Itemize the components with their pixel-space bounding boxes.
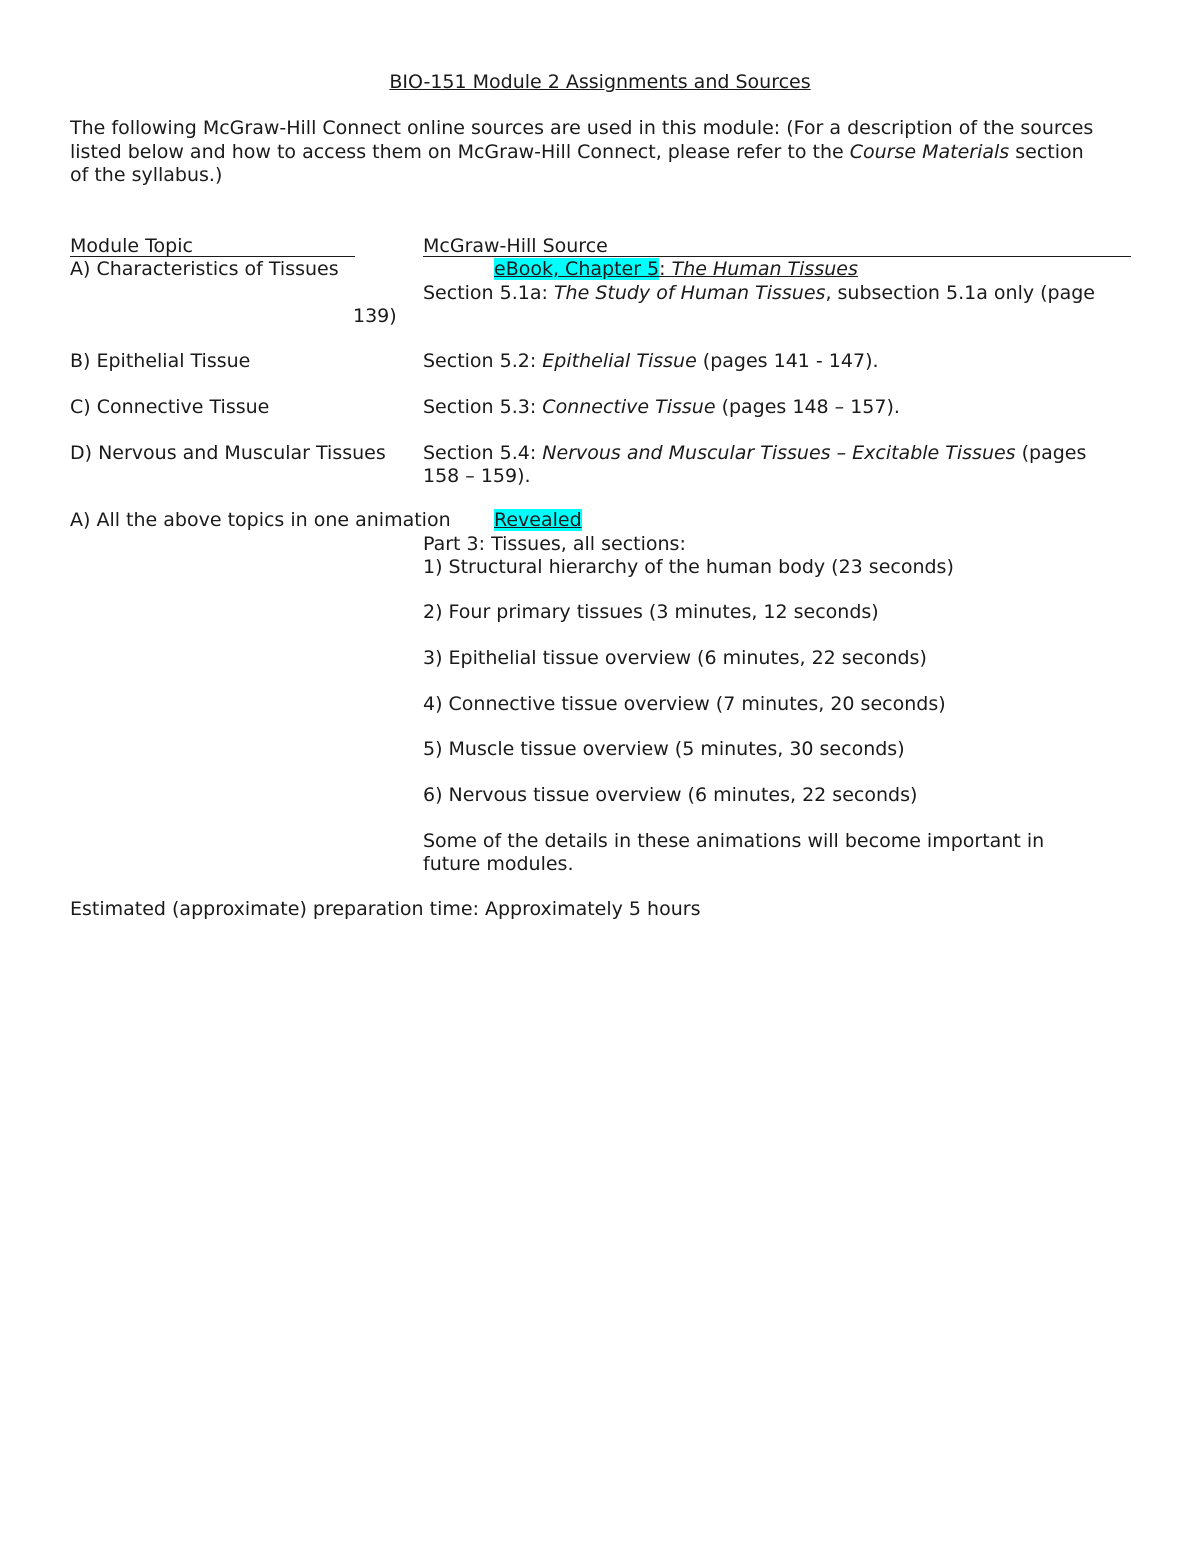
ebook-chapter-title[interactable]: The Human Tissues xyxy=(671,258,858,280)
section-5-1a-title: The Study of Human Tissues xyxy=(553,282,826,304)
section-5-4-continued: 158 – 159). xyxy=(423,465,531,487)
animation-item: 6) Nervous tissue overview (6 minutes, 22 seconds) xyxy=(423,784,918,806)
section-5-4-label: Section 5.4: xyxy=(423,442,543,464)
section-5-2-title: Epithelial Tissue xyxy=(542,350,697,372)
topic-b: B) Epithelial Tissue xyxy=(70,350,251,372)
intro-line-3: of the syllabus.) xyxy=(70,164,223,186)
section-5-4-tail: (pages xyxy=(1015,442,1087,464)
topic-c: C) Connective Tissue xyxy=(70,396,270,418)
topic-a: A) Characteristics of Tissues xyxy=(70,258,339,280)
section-5-4 xyxy=(423,442,1086,465)
section-5-4-title: Nervous and Muscular Tissues – Excitable Tissues xyxy=(542,442,1016,464)
section-5-1a-continued: 139) xyxy=(353,305,397,327)
animation-note-line-2: future modules. xyxy=(423,853,574,875)
header-topic-underline xyxy=(70,256,355,257)
page-title: BIO-151 Module 2 Assignments and Sources xyxy=(389,71,811,93)
intro-line-2 xyxy=(70,141,1084,164)
preparation-time-estimate: Estimated (approximate) preparation time: Approximately 5 hours xyxy=(70,898,701,920)
animation-part: Part 3: Tissues, all sections: xyxy=(423,533,686,555)
animation-note-line-1: Some of the details in these animations will become important in xyxy=(423,830,1045,852)
section-5-3-title: Connective Tissue xyxy=(542,396,716,418)
section-5-2-label: Section 5.2: xyxy=(423,350,543,372)
animation-item: 2) Four primary tissues (3 minutes, 12 seconds) xyxy=(423,601,879,623)
revealed-link-wrap xyxy=(494,509,582,532)
section-5-1a-label: Section 5.1a: xyxy=(423,282,554,304)
topic-animation: A) All the above topics in one animation xyxy=(70,509,451,531)
course-materials-ref: Course Materials xyxy=(849,141,1010,163)
section-5-2-tail: (pages 141 - 147). xyxy=(696,350,879,372)
section-5-1a xyxy=(423,282,1095,305)
ebook-chapter-link[interactable]: eBook, Chapter 5 xyxy=(494,258,660,280)
animation-item: 3) Epithelial tissue overview (6 minutes, 22 seconds) xyxy=(423,647,927,669)
animation-item: 5) Muscle tissue overview (5 minutes, 30 seconds) xyxy=(423,738,905,760)
header-module-topic: Module Topic xyxy=(70,235,193,257)
animation-item: 4) Connective tissue overview (7 minutes, 20 seconds) xyxy=(423,693,946,715)
section-5-1a-tail: , subsection 5.1a only (page xyxy=(825,282,1095,304)
ebook-separator: : xyxy=(659,258,672,280)
animation-item: 1) Structural hierarchy of the human body (23 seconds) xyxy=(423,556,954,578)
header-mcgraw-hill-source: McGraw-Hill Source xyxy=(423,235,608,257)
ebook-chapter-row xyxy=(494,258,858,281)
section-5-3-tail: (pages 148 – 157). xyxy=(715,396,900,418)
topic-d: D) Nervous and Muscular Tissues xyxy=(70,442,386,464)
section-5-3-label: Section 5.3: xyxy=(423,396,543,418)
section-5-2 xyxy=(423,350,879,373)
section-5-3 xyxy=(423,396,900,419)
intro-line-2-text: listed below and how to access them on McGraw-Hill Connect, please refer to the xyxy=(70,141,850,163)
intro-line-2-tail: section xyxy=(1009,141,1084,163)
revealed-link[interactable]: Revealed xyxy=(494,509,582,531)
header-source-underline xyxy=(423,256,1131,257)
intro-line-1: The following McGraw-Hill Connect online sources are used in this module: (For a description of the sources xyxy=(70,117,1094,139)
